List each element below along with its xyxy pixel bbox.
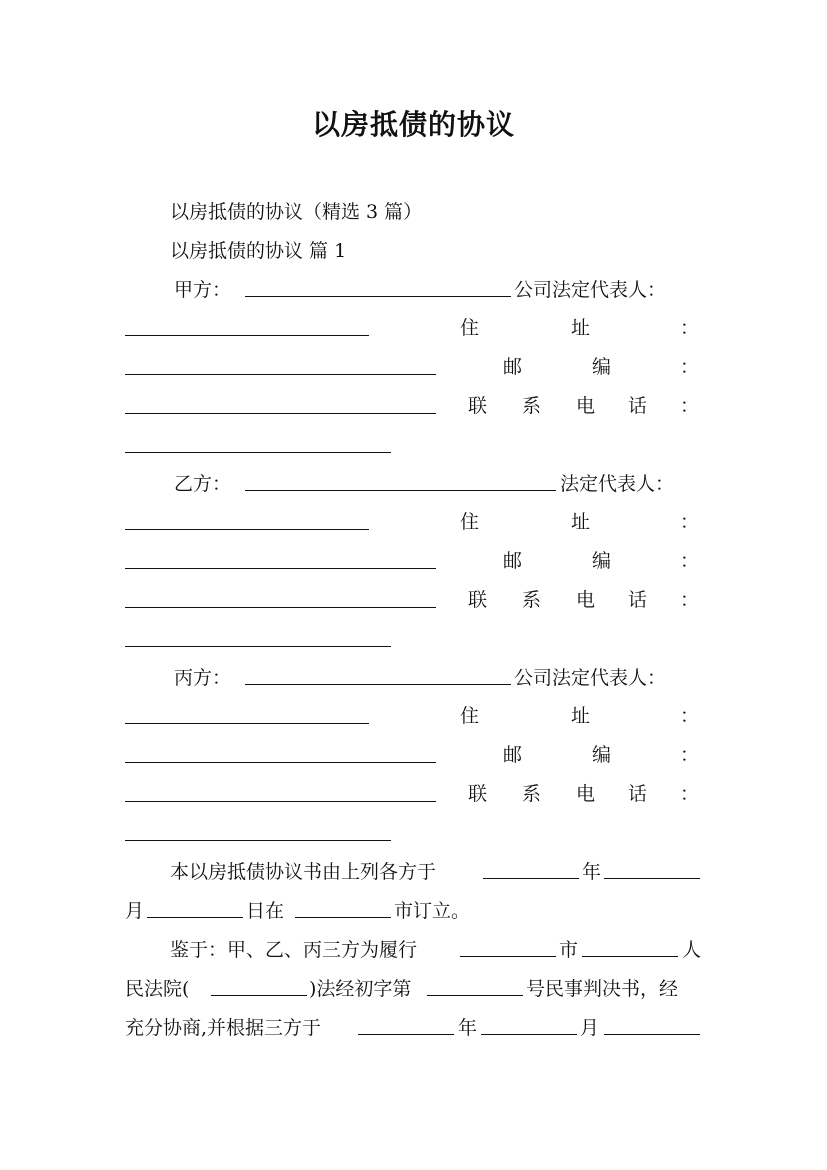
party-b-phone-char4: 话: [628, 589, 648, 611]
para2-day-blank: [604, 1034, 700, 1035]
party-b-postcode-char1: 邮: [503, 550, 523, 572]
party-a-postcode-char2: 编: [592, 356, 612, 378]
document-title: 以房抵债的协议: [311, 108, 515, 141]
party-a-label: 甲方：: [174, 279, 232, 301]
para2-year-code-blank: [211, 995, 307, 996]
party-a-rep-blank: [125, 335, 369, 336]
section-heading: 以房抵债的协议 篇 1: [170, 240, 347, 262]
party-c-phone-char2: 系: [522, 783, 542, 805]
party-b-rep-blank: [125, 529, 369, 530]
para2-negotiation: 充分协商,并根据三方于: [125, 1017, 322, 1039]
para2-year-label: 年: [458, 1017, 478, 1039]
para2-city-blank: [460, 956, 556, 957]
party-c-phone-char4: 话: [628, 783, 648, 805]
party-a-phone-colon: ：: [680, 395, 700, 417]
party-b-postcode-char2: 编: [592, 550, 612, 572]
para1-year-blank: [483, 878, 579, 879]
para1-year-label: 年: [582, 861, 602, 883]
party-c-phone-char1: 联: [468, 783, 488, 805]
party-a-phone-blank: [125, 452, 391, 453]
party-a-phone-char2: 系: [522, 395, 542, 417]
party-a-address-colon: ：: [680, 317, 700, 339]
party-c-rep-label: 公司法定代表人：: [514, 667, 667, 689]
party-c-phone-blank: [125, 840, 391, 841]
party-c-phone-char3: 电: [576, 783, 596, 805]
para2-court-a: 人: [682, 939, 702, 961]
party-c-postcode-blank: [125, 801, 436, 802]
para2-court-c: )法经初字第: [309, 978, 412, 1000]
party-c-address-blank: [125, 762, 436, 763]
para2-court-b: 民法院(: [125, 978, 190, 1000]
party-b-address-blank: [125, 568, 436, 569]
party-a-rep-label: 公司法定代表人：: [514, 279, 667, 301]
party-c-postcode-char1: 邮: [503, 744, 523, 766]
party-b-address-colon: ：: [680, 511, 700, 533]
party-b-rep-label: 法定代表人：: [560, 473, 675, 495]
party-a-address-blank: [125, 374, 436, 375]
party-c-postcode-colon: ：: [680, 744, 700, 766]
party-a-phone-char1: 联: [468, 395, 488, 417]
para2-intro: 鉴于：甲、乙、丙三方为履行: [170, 939, 418, 961]
party-a-address-char1: 住: [460, 317, 480, 339]
party-b-postcode-blank: [125, 607, 436, 608]
party-b-phone-char2: 系: [522, 589, 542, 611]
party-c-phone-colon: ：: [680, 783, 700, 805]
party-a-postcode-blank: [125, 413, 436, 414]
para1-month-label: 月: [125, 900, 145, 922]
party-b-phone-char1: 联: [468, 589, 488, 611]
party-a-name-blank: [245, 296, 511, 297]
party-c-address-colon: ：: [680, 705, 700, 727]
party-a-postcode-char1: 邮: [503, 356, 523, 378]
party-a-address-char2: 址: [571, 317, 591, 339]
para2-city-label: 市: [559, 939, 579, 961]
party-a-phone-char3: 电: [576, 395, 596, 417]
party-b-address-char2: 址: [571, 511, 591, 533]
party-b-postcode-colon: ：: [680, 550, 700, 572]
party-c-label: 丙方：: [174, 667, 232, 689]
party-c-postcode-char2: 编: [592, 744, 612, 766]
party-b-phone-blank: [125, 646, 391, 647]
party-c-address-char1: 住: [460, 705, 480, 727]
party-a-phone-char4: 话: [628, 395, 648, 417]
party-b-name-blank: [245, 490, 556, 491]
para1-month-blank: [604, 878, 700, 879]
para2-month-label: 月: [580, 1017, 600, 1039]
party-b-phone-colon: ：: [680, 589, 700, 611]
para2-month-blank: [481, 1034, 577, 1035]
para1-city-blank: [295, 917, 391, 918]
para1-end: 市订立。: [394, 900, 471, 922]
para2-case-no-blank: [427, 995, 523, 996]
party-b-label: 乙方：: [174, 473, 232, 495]
subtitle: 以房抵债的协议（精选 3 篇）: [170, 201, 423, 223]
party-a-postcode-colon: ：: [680, 356, 700, 378]
para1-intro: 本以房抵债协议书由上列各方于: [170, 861, 437, 883]
para2-judgment: 号民事判决书，经: [526, 978, 679, 1000]
para1-day-blank: [147, 917, 243, 918]
para1-day-at: 日在: [246, 900, 285, 922]
para2-court-blank: [582, 956, 678, 957]
party-c-name-blank: [245, 684, 511, 685]
party-c-address-char2: 址: [571, 705, 591, 727]
party-b-address-char1: 住: [460, 511, 480, 533]
party-c-rep-blank: [125, 723, 369, 724]
party-b-phone-char3: 电: [576, 589, 596, 611]
para2-year-blank: [358, 1034, 454, 1035]
